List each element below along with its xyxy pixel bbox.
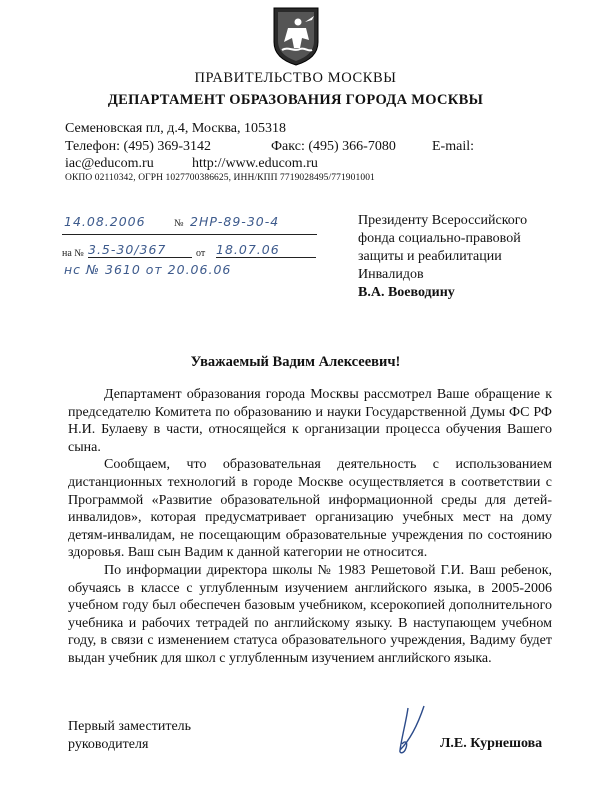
number-label: № bbox=[174, 218, 184, 229]
addressee-line: защиты и реабилитации bbox=[358, 249, 502, 264]
moscow-coat-of-arms-icon bbox=[272, 6, 320, 66]
incoming-reference-line bbox=[62, 244, 317, 260]
department-phone: Телефон: (495) 369-3142 bbox=[65, 139, 212, 154]
email-label: E-mail: bbox=[432, 139, 474, 154]
incoming-date: 18.07.06 bbox=[216, 242, 316, 258]
additional-reference: нс № 3610 от 20.06.06 bbox=[64, 262, 232, 277]
department-fax: Факс: (495) 366-7080 bbox=[271, 139, 396, 154]
registry-codes: ОКПО 02110342, ОГРН 1027700386625, ИНН/КПП 7719028495/771901001 bbox=[65, 173, 375, 183]
outgoing-date: 14.08.2006 bbox=[64, 214, 146, 229]
government-title: ПРАВИТЕЛЬСТВО МОСКВЫ bbox=[194, 70, 397, 86]
addressee-block bbox=[358, 212, 527, 302]
incoming-number: 3.5-30/367 bbox=[88, 242, 192, 258]
outgoing-reference-line bbox=[62, 214, 317, 235]
body-paragraph: По информации директора школы № 1983 Решетовой Г.И. Ваш ребенок, обучаясь в классе с углубленным изучением английского языка, в 2005-2006 учебном году был обеспечен базовым учебником, ксерокопией дополнительного учебника и рабочих тетрадей по английскому языку. В наступающем учебном году, в связи с изменением статуса образовательного учреждения, Вадиму будет выдан учебник для школ с углубленным изучением английского языка. bbox=[68, 562, 552, 666]
department-email[interactable]: iac@educom.ru bbox=[65, 156, 154, 171]
body-paragraph: Сообщаем, что образовательная деятельность с использованием дистанционных технологий в городе Москве осуществляется в соответствии с Программой «Развитие образовательной информационной среды для детей-инвалидов», которая предусматривает организацию учебных мест на дому детям-инвалидам, не посещающим образовательные учреждения по состоянию здоровья. Ваш сын Вадим к данной категории не относится. bbox=[68, 457, 552, 561]
salutation: Уважаемый Вадим Алексеевич! bbox=[190, 354, 401, 370]
from-label: от bbox=[196, 248, 206, 259]
addressee-line: Президенту Всероссийского bbox=[358, 213, 528, 228]
on-number-label: на № bbox=[62, 248, 84, 259]
addressee-line: фонда социально-правовой bbox=[358, 231, 521, 246]
addressee-name: В.А. Воеводину bbox=[358, 285, 455, 300]
department-title: ДЕПАРТАМЕНТ ОБРАЗОВАНИЯ ГОРОДА МОСКВЫ bbox=[107, 92, 484, 108]
letter-body bbox=[68, 386, 552, 668]
position-line: Первый заместитель bbox=[68, 719, 192, 734]
outgoing-number: 2НР-89-30-4 bbox=[190, 214, 280, 229]
signatory-position bbox=[68, 718, 191, 754]
signatory-name: Л.Е. Курнешова bbox=[440, 736, 543, 751]
department-address: Семеновская пл, д.4, Москва, 105318 bbox=[65, 121, 286, 136]
addressee-line: Инвалидов bbox=[358, 267, 424, 282]
department-website[interactable]: http://www.educom.ru bbox=[192, 156, 318, 171]
position-line: руководителя bbox=[68, 737, 149, 752]
handwritten-signature-icon bbox=[386, 702, 434, 758]
body-paragraph: Департамент образования города Москвы рассмотрел Ваше обращение к председателю Комитета по образованию и науки Государственной Думы ФС РФ Н.И. Булаеву в части, относящейся к организации процесса обучения Вашего сына. bbox=[68, 387, 552, 455]
